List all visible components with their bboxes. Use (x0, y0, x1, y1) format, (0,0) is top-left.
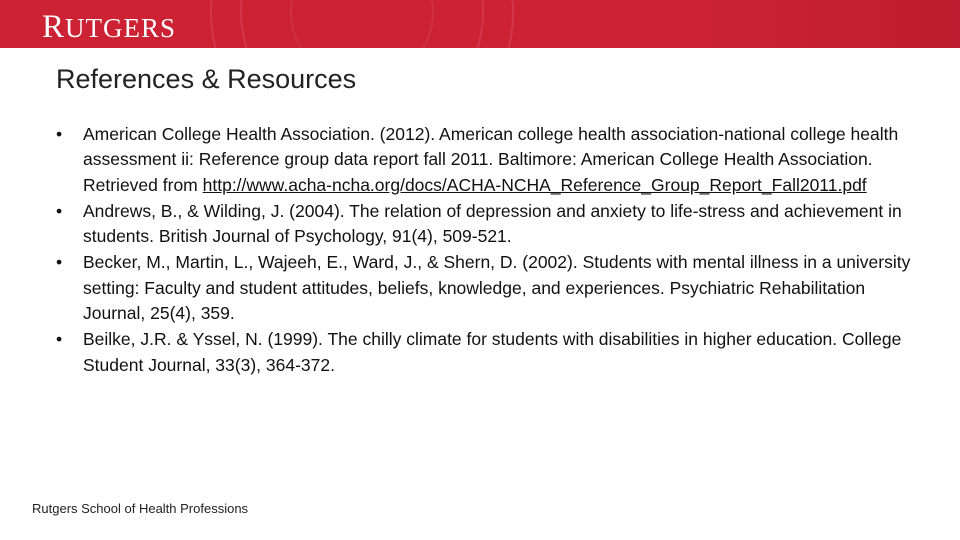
logo-rest: UTGERS (65, 13, 177, 43)
reference-link[interactable]: http://www.acha-ncha.org/docs/ACHA-NCHA_Reference_Group_Report_Fall2011.pdf (202, 174, 867, 195)
reference-list (56, 122, 912, 379)
rutgers-logo (42, 9, 176, 46)
reference-item (56, 250, 912, 326)
reference-item (56, 122, 912, 198)
reference-text: Becker, M., Martin, L., Wajeeh, E., Ward, J., & Shern, D. (2002). Students with mental illness in a university setting: Faculty and student attitudes, beliefs, knowledge, and experiences. Psychiatric Rehabilitation Journal, 25(4), 359. (83, 252, 911, 324)
header-banner (0, 0, 960, 48)
reference-text: Andrews, B., & Wilding, J. (2004). The relation of depression and anxiety to life-stress and achievement in students. British Journal of Psychology, 91(4), 509-521. (83, 200, 902, 247)
reference-text: Beilke, J.R. & Yssel, N. (1999). The chilly climate for students with disabilities in higher education. College Student Journal, 33(3), 364-372. (83, 329, 902, 375)
footer-text: Rutgers School of Health Professions (32, 501, 249, 516)
banner-gradient (700, 0, 960, 48)
logo-initial: R (42, 9, 66, 45)
university-seal-center (290, 0, 434, 48)
reference-item (56, 327, 912, 378)
reference-item (56, 199, 912, 250)
slide-title: References & Resources (56, 64, 357, 94)
reference-text: American College Health Association. (2012). American college health association-national college health assessment ii: Reference group data report fall 2011. Baltimore: American College Health Association. Retrieved from (83, 124, 899, 195)
